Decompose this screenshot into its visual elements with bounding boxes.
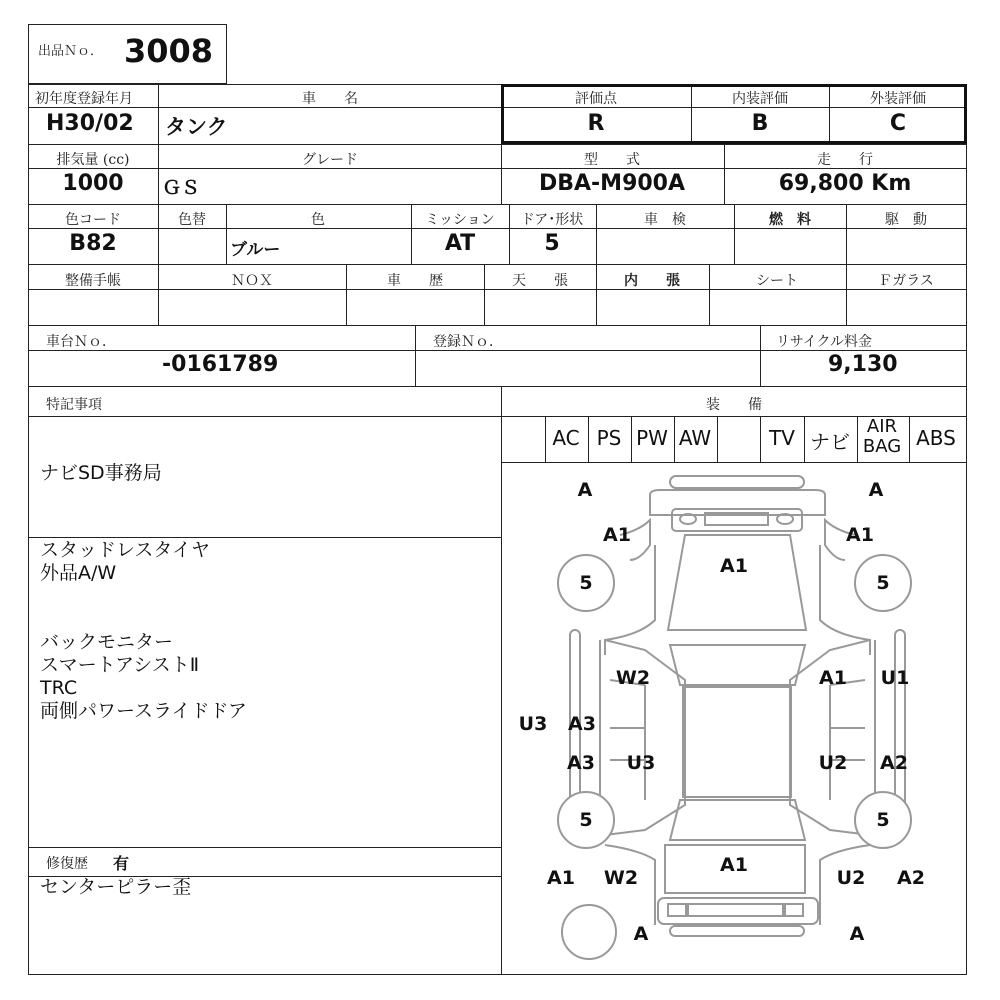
mark-door-fr-side: U1 bbox=[880, 667, 910, 689]
door-label: ドア･形状 bbox=[520, 212, 584, 228]
special-note-1: ナビSD事務局 bbox=[40, 462, 162, 484]
color-value: ブルー bbox=[230, 240, 281, 260]
equipment-pw: PW bbox=[636, 426, 668, 450]
mark-quarter-l: A1 bbox=[547, 867, 575, 889]
equipment-abs: ABS bbox=[916, 426, 956, 450]
equipment-aw: AW bbox=[678, 426, 712, 450]
color-code-value: B82 bbox=[69, 231, 117, 256]
special-note-2: スタッドレスタイヤ 外品A/W バックモニター スマートアシストⅡ TRC 両側パワースライドドア bbox=[40, 539, 247, 722]
chassis-value: -0161789 bbox=[162, 352, 279, 377]
mark-tire-rr: 5 bbox=[876, 809, 890, 831]
first-registration-label: 初年度登録年月 bbox=[35, 91, 133, 107]
model-value: DBA-M900A bbox=[538, 171, 686, 196]
mark-door-rl-u: U3 bbox=[626, 752, 656, 774]
mark-door-fl-upper: W2 bbox=[615, 667, 651, 689]
equipment-label: 装 備 bbox=[706, 397, 762, 413]
interior-trim-label: 内 張 bbox=[624, 273, 680, 289]
mark-front-left: A bbox=[577, 479, 593, 501]
chassis-label: 車台Ｎｏ． bbox=[46, 334, 116, 350]
mileage-label: 走 行 bbox=[817, 152, 873, 168]
car-name-value: タンク bbox=[165, 115, 228, 139]
sunroof-label: 天 張 bbox=[512, 273, 568, 289]
interior-grade-label: 内装評価 bbox=[732, 91, 788, 107]
nox-label: ＮＯＸ bbox=[231, 273, 273, 289]
mark-rocker-l: U3 bbox=[518, 713, 548, 735]
drive-label: 駆 動 bbox=[885, 212, 927, 228]
repair-note: センターピラー歪 bbox=[40, 876, 192, 898]
repair-history-value: 有 bbox=[113, 854, 130, 873]
mark-door-rr-a: A2 bbox=[880, 752, 908, 774]
lot-number-label: 出品Ｎｏ． bbox=[38, 44, 104, 59]
mark-quarter-r-u: U2 bbox=[836, 867, 866, 889]
equipment-airbag: AIR BAG bbox=[862, 416, 902, 457]
color-code-label: 色コード bbox=[65, 212, 121, 228]
mark-hood: A1 bbox=[720, 555, 748, 577]
exterior-grade-label: 外装評価 bbox=[870, 91, 926, 107]
grade-value: ＧＳ bbox=[162, 177, 201, 199]
first-registration-value: H30/02 bbox=[46, 111, 134, 136]
mission-value: AT bbox=[444, 231, 476, 256]
mark-pillar-l: A3 bbox=[568, 713, 596, 735]
mark-quarter-l-glass: W2 bbox=[603, 867, 639, 889]
displacement-label: 排気量 (cc) bbox=[56, 152, 130, 168]
recycle-value: 9,130 bbox=[828, 352, 898, 377]
inspection-label: 車 検 bbox=[644, 212, 686, 228]
mark-front-right: A bbox=[868, 479, 884, 501]
exterior-grade-value: C bbox=[889, 111, 907, 136]
maintenance-label: 整備手帳 bbox=[65, 273, 121, 289]
mark-tire-fr: 5 bbox=[876, 572, 890, 594]
seat-label: シート bbox=[756, 273, 798, 289]
mark-rear-right: A bbox=[849, 923, 865, 945]
mark-tire-fl: 5 bbox=[579, 572, 593, 594]
mark-fender-fl: A1 bbox=[603, 524, 631, 546]
door-value: 5 bbox=[544, 231, 560, 256]
history-label: 車 歴 bbox=[387, 273, 443, 289]
model-label: 型 式 bbox=[584, 152, 640, 168]
fuel-label: 燃 料 bbox=[769, 212, 811, 228]
mark-tire-rl: 5 bbox=[579, 809, 593, 831]
color-change-label: 色替 bbox=[178, 212, 206, 228]
displacement-value: 1000 bbox=[62, 171, 124, 196]
mark-quarter-r-a: A2 bbox=[897, 867, 925, 889]
equipment-ps: PS bbox=[596, 426, 622, 450]
repair-history-label: 修復歴 bbox=[46, 856, 88, 872]
color-label: 色 bbox=[311, 212, 325, 228]
interior-grade-value: B bbox=[751, 111, 769, 136]
equipment-navi: ナビ bbox=[810, 430, 850, 454]
recycle-label: リサイクル料金 bbox=[776, 334, 873, 350]
car-name-label: 車 名 bbox=[302, 91, 358, 107]
glass-label: Ｆガラス bbox=[878, 273, 934, 289]
mark-door-rr-u: U2 bbox=[818, 752, 848, 774]
mark-door-fr-upper: A1 bbox=[819, 667, 847, 689]
equipment-tv: TV bbox=[769, 426, 795, 450]
mark-fender-fr: A1 bbox=[846, 524, 874, 546]
mark-door-rl-a: A3 bbox=[567, 752, 595, 774]
mission-label: ミッション bbox=[425, 212, 495, 228]
grade-label: グレード bbox=[302, 152, 358, 168]
mark-rear-glass: A1 bbox=[720, 854, 748, 876]
mark-rear-left: A bbox=[633, 923, 649, 945]
mileage-value: 69,800 Km bbox=[778, 171, 912, 196]
score-value: R bbox=[587, 111, 605, 136]
registration-label: 登録Ｎｏ． bbox=[433, 334, 503, 350]
special-notes-label: 特記事項 bbox=[46, 397, 102, 413]
score-label: 評価点 bbox=[575, 91, 617, 107]
equipment-ac: AC bbox=[552, 426, 580, 450]
lot-number-value: 3008 bbox=[124, 32, 214, 70]
